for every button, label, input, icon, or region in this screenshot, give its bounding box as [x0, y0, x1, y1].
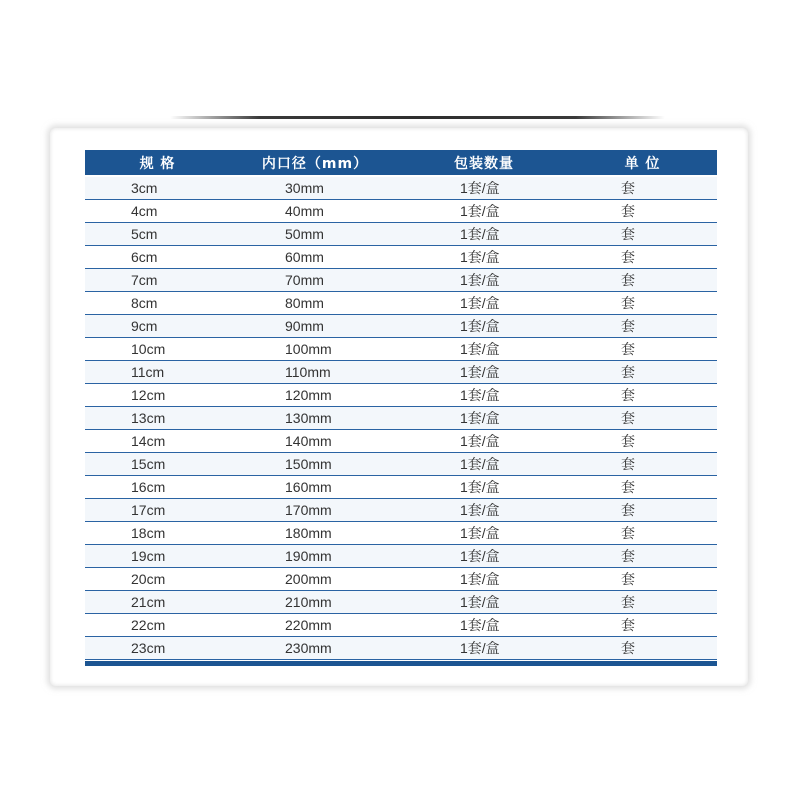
table-row	[85, 246, 717, 269]
cell-inner-diameter: 60mm	[230, 246, 400, 269]
cell-unit: 套	[568, 200, 717, 223]
cell-unit: 套	[568, 407, 717, 430]
cell-inner-diameter: 150mm	[230, 453, 400, 476]
table-row	[85, 522, 717, 545]
table-row	[85, 545, 717, 568]
cell-package-quantity: 1套/盒	[400, 430, 568, 453]
cell-inner-diameter: 80mm	[230, 292, 400, 315]
cell-unit: 套	[568, 568, 717, 591]
cell-package-quantity: 1套/盒	[400, 384, 568, 407]
cell-unit: 套	[568, 292, 717, 315]
spec-table	[85, 150, 717, 660]
cell-unit: 套	[568, 361, 717, 384]
cell-spec: 17cm	[85, 499, 230, 522]
cell-package-quantity: 1套/盒	[400, 269, 568, 292]
header-package-quantity: 包装数量	[400, 150, 568, 176]
table-row	[85, 223, 717, 246]
table-row	[85, 338, 717, 361]
cell-inner-diameter: 90mm	[230, 315, 400, 338]
cell-spec: 23cm	[85, 637, 230, 660]
cell-spec: 19cm	[85, 545, 230, 568]
table-row	[85, 430, 717, 453]
cell-package-quantity: 1套/盒	[400, 545, 568, 568]
header-unit: 单 位	[568, 150, 717, 176]
cell-package-quantity: 1套/盒	[400, 637, 568, 660]
cell-unit: 套	[568, 476, 717, 499]
cell-spec: 14cm	[85, 430, 230, 453]
cell-inner-diameter: 30mm	[230, 176, 400, 200]
cell-inner-diameter: 220mm	[230, 614, 400, 637]
cell-unit: 套	[568, 315, 717, 338]
cell-spec: 9cm	[85, 315, 230, 338]
cell-inner-diameter: 180mm	[230, 522, 400, 545]
cell-unit: 套	[568, 338, 717, 361]
cell-package-quantity: 1套/盒	[400, 499, 568, 522]
cell-unit: 套	[568, 384, 717, 407]
table-row	[85, 591, 717, 614]
table-row	[85, 361, 717, 384]
cell-unit: 套	[568, 522, 717, 545]
cell-spec: 10cm	[85, 338, 230, 361]
table-bottom-band	[85, 661, 717, 666]
table-row	[85, 499, 717, 522]
cell-package-quantity: 1套/盒	[400, 292, 568, 315]
cell-package-quantity: 1套/盒	[400, 476, 568, 499]
table-row	[85, 315, 717, 338]
cell-spec: 11cm	[85, 361, 230, 384]
cell-unit: 套	[568, 614, 717, 637]
cell-spec: 4cm	[85, 200, 230, 223]
cell-inner-diameter: 50mm	[230, 223, 400, 246]
cell-spec: 18cm	[85, 522, 230, 545]
cell-package-quantity: 1套/盒	[400, 522, 568, 545]
cell-inner-diameter: 100mm	[230, 338, 400, 361]
cell-spec: 3cm	[85, 176, 230, 200]
table-row	[85, 453, 717, 476]
cell-inner-diameter: 130mm	[230, 407, 400, 430]
cell-spec: 7cm	[85, 269, 230, 292]
table-row	[85, 476, 717, 499]
cell-unit: 套	[568, 430, 717, 453]
cell-package-quantity: 1套/盒	[400, 614, 568, 637]
table-row	[85, 568, 717, 591]
cell-spec: 22cm	[85, 614, 230, 637]
cell-inner-diameter: 120mm	[230, 384, 400, 407]
cell-inner-diameter: 210mm	[230, 591, 400, 614]
cell-package-quantity: 1套/盒	[400, 453, 568, 476]
cell-spec: 20cm	[85, 568, 230, 591]
cell-package-quantity: 1套/盒	[400, 200, 568, 223]
table-body	[85, 176, 717, 660]
table-row	[85, 269, 717, 292]
table-row	[85, 407, 717, 430]
top-divider	[170, 116, 665, 119]
cell-spec: 15cm	[85, 453, 230, 476]
cell-unit: 套	[568, 499, 717, 522]
cell-inner-diameter: 40mm	[230, 200, 400, 223]
cell-unit: 套	[568, 591, 717, 614]
cell-inner-diameter: 230mm	[230, 637, 400, 660]
header-inner-diameter: 内口径（mm）	[230, 150, 400, 176]
cell-spec: 6cm	[85, 246, 230, 269]
cell-package-quantity: 1套/盒	[400, 176, 568, 200]
cell-inner-diameter: 200mm	[230, 568, 400, 591]
cell-package-quantity: 1套/盒	[400, 315, 568, 338]
cell-package-quantity: 1套/盒	[400, 246, 568, 269]
cell-package-quantity: 1套/盒	[400, 223, 568, 246]
cell-package-quantity: 1套/盒	[400, 407, 568, 430]
table-header	[85, 150, 717, 176]
cell-package-quantity: 1套/盒	[400, 338, 568, 361]
cell-spec: 16cm	[85, 476, 230, 499]
table-row	[85, 637, 717, 660]
table-row	[85, 292, 717, 315]
cell-spec: 5cm	[85, 223, 230, 246]
cell-inner-diameter: 110mm	[230, 361, 400, 384]
cell-package-quantity: 1套/盒	[400, 591, 568, 614]
cell-inner-diameter: 160mm	[230, 476, 400, 499]
header-spec: 规 格	[85, 150, 230, 176]
cell-inner-diameter: 190mm	[230, 545, 400, 568]
cell-spec: 12cm	[85, 384, 230, 407]
table-row	[85, 176, 717, 200]
cell-unit: 套	[568, 545, 717, 568]
cell-unit: 套	[568, 223, 717, 246]
cell-spec: 21cm	[85, 591, 230, 614]
cell-unit: 套	[568, 637, 717, 660]
table-row	[85, 200, 717, 223]
cell-inner-diameter: 140mm	[230, 430, 400, 453]
cell-unit: 套	[568, 453, 717, 476]
cell-package-quantity: 1套/盒	[400, 361, 568, 384]
cell-unit: 套	[568, 176, 717, 200]
table-row	[85, 614, 717, 637]
cell-unit: 套	[568, 269, 717, 292]
cell-unit: 套	[568, 246, 717, 269]
cell-spec: 13cm	[85, 407, 230, 430]
cell-inner-diameter: 170mm	[230, 499, 400, 522]
cell-spec: 8cm	[85, 292, 230, 315]
header-row	[85, 150, 717, 176]
table-row	[85, 384, 717, 407]
cell-inner-diameter: 70mm	[230, 269, 400, 292]
cell-package-quantity: 1套/盒	[400, 568, 568, 591]
